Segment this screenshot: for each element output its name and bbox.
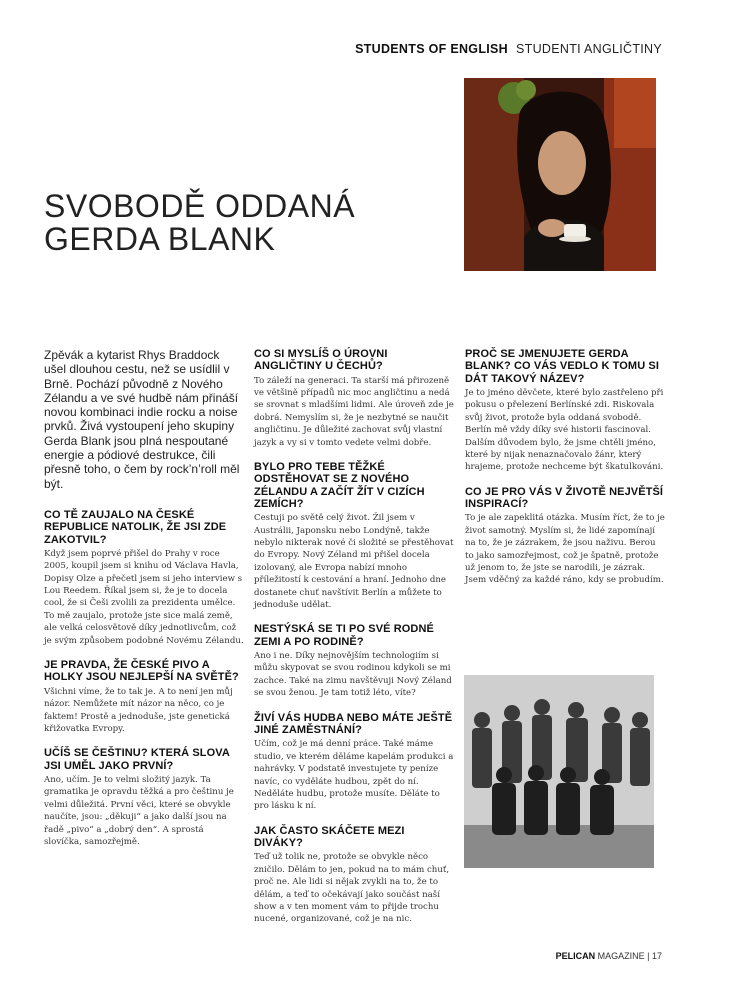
answer-text: Ano i ne. Díky nejnovějším technologiím si můžu skypovat se svou rodinou kdykoli se mi zachce. Také na zimu navštěvuji Nový Zéland se svou ženou. Je tam totiž léto, víte? <box>254 651 452 699</box>
page-footer <box>556 951 662 961</box>
group-photo <box>464 675 654 868</box>
question-heading: CO TĚ ZAUJALO NA ČESKÉ REPUBLICE NATOLIK, ŽE JSI ZDE ZAKOTVIL? <box>44 508 227 546</box>
question-heading: PROČ SE JMENUJETE GERDA BLANK? CO VÁS VEDLO K TOMU SI DÁT TAKOVÝ NÁZEV? <box>465 348 659 385</box>
section-header <box>355 42 662 56</box>
answer-text: Učím, což je má denní práce. Také máme studio, ve kterém děláme kapelám produkci a nahrávky. V podstatě investujete ty peníze navíc, co vyděláte hudbou, zpět do ní. Neděláte hudbu, protože musíte. Děláte to pro lásku k ní. <box>254 739 454 812</box>
magazine-brand: PELICAN <box>555 951 596 961</box>
page-number: | 17 <box>647 951 662 961</box>
answer-text: Ano, učím. Je to velmi složitý jazyk. Ta gramatika je opravdu těžká a pro češtinu je velmi důležitá. První věci, které se obvykle naučíte, jsou: „děkuji“ a jako další jsou na řadě „pivo“ a „dobrý den“. A sprostá slovíčka, samozřejmě. <box>44 774 234 847</box>
portrait-photo <box>464 78 656 271</box>
column-2 <box>254 348 454 938</box>
section-label-cz: STUDENTI ANGLIČTINY <box>516 42 662 56</box>
article-title <box>44 190 355 256</box>
question-heading: CO JE PRO VÁS V ŽIVOTĚ NEJVĚTŠÍ INSPIRACÍ? <box>465 485 664 511</box>
question-heading: UČÍŠ SE ČEŠTINU? KTERÁ SLOVA JSI UMĚL JAKO PRVNÍ? <box>44 747 230 772</box>
answer-text: Všichni víme, že to tak je. A to není jen můj názor. Nemůžete mít názor na něco, co je faktem! Prostě a jednoduše, jste genetická křižovatka Evropy. <box>44 686 233 734</box>
column-1 <box>44 348 244 860</box>
question-heading: JE PRAVDA, ŽE ČESKÉ PIVO A HOLKY JSOU NEJLEPŠÍ NA SVĚTĚ? <box>44 659 239 684</box>
lead-paragraph: Zpěvák a kytarist Rhys Braddock ušel dlouhou cestu, než se usídlil v Brně. Pochází původně z Nového Zélandu a ve své hudbě nám přináší novou kombinaci indie rocku a noise prvků. Živá vystoupení jeho skupiny Gerda Blank jsou plná nespoutané energie a pódiové destrukce, čili přesně toho, o čem by rock’n’roll měl být. <box>44 348 240 491</box>
answer-text: Teď už tolik ne, protože se obvykle něco zničilo. Dělám to jen, pokud na to mám chuť, proč ne. Ale lidi si nějak zvykli na to, že to dělám, a teď to očekávají jako součást naší show a v ten moment vám to přijde trochu nucené, organizované, což je na nic. <box>254 852 450 925</box>
magazine-label: MAGAZINE <box>597 951 645 961</box>
column-3 <box>465 348 665 599</box>
answer-text: To je ale zapeklitá otázka. Musím říct, že to je život samotný. Myslím si, že lidé zapomínají na to, že je zázrakem, že jsou naživu. Berou to jako samozřejmost, což je špatně, protože už jenom to, že jste se narodili, je zázrak. Jsem vděčný za každé ráno, kdy se probudím. <box>465 513 665 586</box>
title-line-1: SVOBODĚ ODDANÁ <box>44 188 356 224</box>
section-label: STUDENTS OF ENGLISH <box>355 42 508 56</box>
answer-text: Je to jméno děvčete, které bylo zastřeleno při pokusu o přelezení Berlínské zdi. Riskovala svůj život, protože byla oddaná svobodě. Berlín mě vždy díky své historii fascinoval. Dalším důvodem bylo, že jsme chtěli jméno, které by nijak nenaznačovalo žánr, který hrajeme, protože nechceme být škatulkováni. <box>465 387 664 473</box>
title-line-2: GERDA BLANK <box>44 221 276 257</box>
question-heading: NESTÝSKÁ SE TI PO SVÉ RODNÉ ZEMI A PO RODINĚ? <box>254 623 434 648</box>
question-heading: CO SI MYSLÍŠ O ÚROVNI ANGLIČTINY U ČECHŮ? <box>254 348 388 373</box>
answer-text: To záleží na generaci. Ta starší má přirozeně ve většině případů nic moc angličtinu a nedá se srovnat s mladšími lidmi. Ale úroveň zde je dobrá. Nemyslím si, že je nezbytné se naučit angličtinu. Je důležité zachovat svůj vlastní jazyk a vy si v tomto vedete velmi dobře. <box>254 375 454 448</box>
question-heading: BYLO PRO TEBE TĚŽKÉ ODSTĚHOVAT SE Z NOVÉHO ZÉLANDU A ZAČÍT ŽÍT V CIZÍCH ZEMÍCH? <box>254 461 425 510</box>
answer-text: Když jsem poprvé přišel do Prahy v roce 2005, koupil jsem si knihu od Václava Havla, Dopisy Olze a přečetl jsem si jeho interview s Lou Reedem. Říkal jsem si, že je to docela cool, že si Češi zvolili za prezidenta umělce. To mě zaujalo, protože jste sice malá země, ale velká celosvětově díky jednotlivcům, což je svým způsobem podobné Novému Zélandu. <box>44 548 244 646</box>
question-heading: JAK ČASTO SKÁČETE MEZI DIVÁKY? <box>254 824 405 850</box>
question-heading: ŽIVÍ VÁS HUDBA NEBO MÁTE JEŠTĚ JINÉ ZAMĚSTNÁNÍ? <box>254 711 453 736</box>
answer-text: Cestuji po světě celý život. Žil jsem v Austrálii, Japonsku nebo Londýně, takže nebylo nikterak nové či složité se přestěhovat do Evropy. Nový Zéland mi přišel docela izolovaný, ale Evropa nabízí mnoho příležitostí k cestování a hraní. Jednoho dne dostanete chuť navštívit Berlín a můžete to jednoduše udělat. <box>254 513 454 611</box>
